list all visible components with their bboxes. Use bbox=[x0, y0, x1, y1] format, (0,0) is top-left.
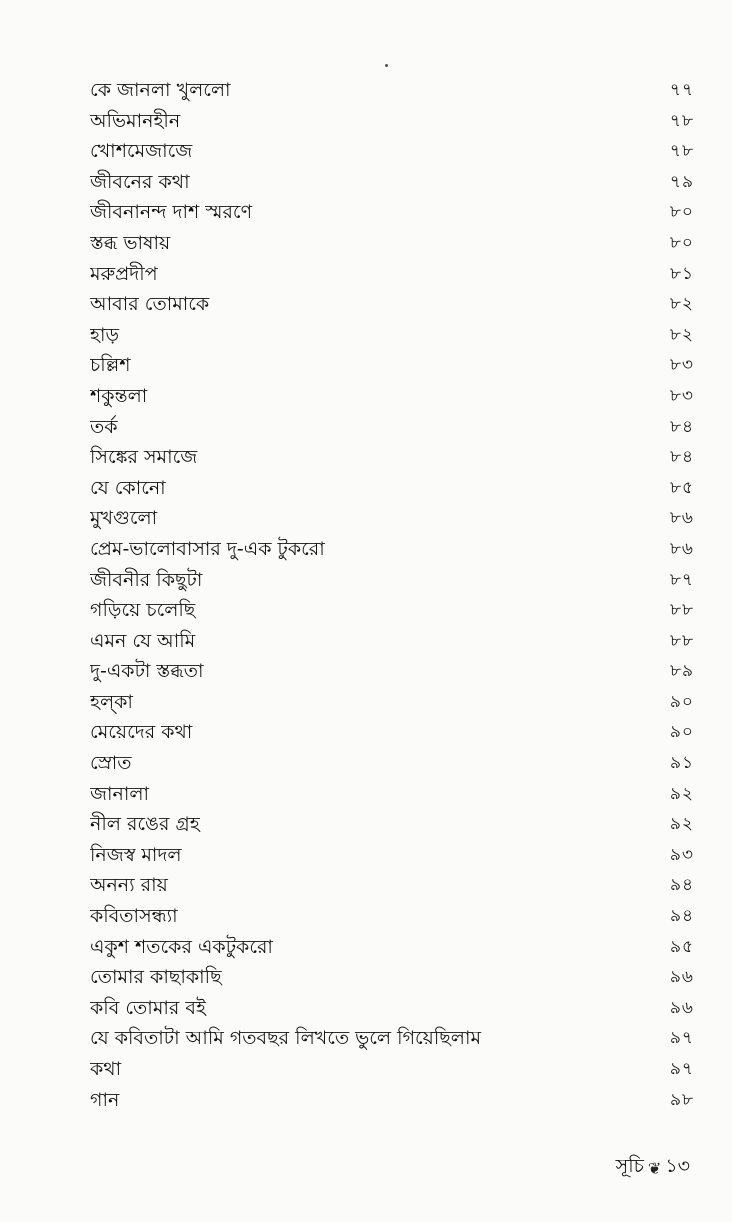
toc-entry-title: অনন্য রায় bbox=[90, 874, 168, 897]
toc-entry-title: হাড় bbox=[90, 323, 120, 346]
toc-entry-title: মেয়েদের কথা bbox=[90, 721, 193, 744]
toc-entry bbox=[90, 993, 694, 1024]
toc-entry-title: নিজস্ব মাদল bbox=[90, 843, 182, 866]
toc-entry bbox=[90, 136, 694, 167]
toc-entry-title: একুশ শতকের একটুকরো bbox=[90, 935, 273, 958]
toc-entry bbox=[90, 1085, 694, 1116]
toc-entry bbox=[90, 320, 694, 351]
toc-entry-page: ৮৩ bbox=[669, 355, 694, 376]
toc-entry-title: শকুন্তলা bbox=[90, 384, 148, 407]
toc-entry bbox=[90, 1054, 694, 1085]
toc-entry-page: ৯৬ bbox=[669, 967, 694, 988]
toc-entry bbox=[90, 350, 694, 381]
toc-entry-title: জানালা bbox=[90, 782, 150, 805]
toc-entry-page: ৮৮ bbox=[669, 600, 694, 621]
toc-entry-page: ৮৩ bbox=[669, 385, 694, 406]
toc-entry-title: তর্ক bbox=[90, 415, 118, 438]
footer-label: সূচি bbox=[615, 1155, 644, 1177]
toc-entry-title: জীবনীর কিছুটা bbox=[90, 568, 203, 591]
toc-entry-title: হল্‌কা bbox=[90, 690, 133, 713]
toc-entry bbox=[90, 228, 694, 259]
toc-entry-title: গান bbox=[90, 1088, 120, 1111]
toc-entry-title: প্রেম-ভালোবাসার দু-এক টুকরো bbox=[90, 537, 325, 560]
toc-entry-page: ৮৫ bbox=[669, 477, 694, 498]
toc-entry bbox=[90, 687, 694, 718]
toc-entry-page: ৯৮ bbox=[669, 1089, 694, 1110]
toc-entry bbox=[90, 1023, 694, 1054]
toc-entry-title: এমন যে আমি bbox=[90, 629, 196, 652]
toc-entry-page: ৯৫ bbox=[669, 936, 694, 957]
toc-entry bbox=[90, 473, 694, 504]
toc-entry bbox=[90, 901, 694, 932]
leaf-ornament-icon: ❦ bbox=[647, 1158, 662, 1178]
toc-entry-title: স্রোত bbox=[90, 752, 132, 775]
toc-entry bbox=[90, 962, 694, 993]
toc-entry-title: কথা bbox=[90, 1058, 122, 1080]
toc-entry-page: ৭৮ bbox=[669, 110, 694, 131]
toc-entry bbox=[90, 75, 694, 106]
toc-entry-page: ৮৭ bbox=[669, 569, 694, 590]
toc-entry-title: মরুপ্রদীপ bbox=[90, 262, 158, 285]
toc-entry-page: ৮৬ bbox=[669, 538, 694, 559]
stray-dot bbox=[385, 64, 388, 67]
toc-entry-page: ৯৩ bbox=[669, 844, 694, 865]
toc-entry-title: সিঙ্কের সমাজে bbox=[90, 446, 198, 469]
toc-entry-title: স্তব্ধ ভাষায় bbox=[90, 231, 171, 254]
toc-entry-page: ৮৯ bbox=[669, 661, 694, 682]
toc-entry-title: কবিতাসন্ধ্যা bbox=[90, 905, 178, 928]
toc-entry bbox=[90, 932, 694, 963]
toc-entry bbox=[90, 656, 694, 687]
toc-entry-page: ৭৯ bbox=[669, 171, 694, 192]
toc-entry bbox=[90, 809, 694, 840]
toc-entry-page: ৯৬ bbox=[669, 997, 694, 1018]
toc-entry-page: ৯০ bbox=[669, 722, 694, 743]
toc-entry-page: ৮০ bbox=[669, 202, 694, 223]
toc-entry-page: ৭৮ bbox=[669, 141, 694, 162]
toc-entry-title: জীবনের কথা bbox=[90, 170, 190, 193]
toc-entry-page: ৮২ bbox=[669, 294, 694, 315]
toc-entry bbox=[90, 534, 694, 565]
table-of-contents bbox=[90, 75, 694, 1115]
toc-entry-title: জীবনানন্দ দাশ স্মরণে bbox=[90, 201, 253, 224]
toc-entry-page: ৯২ bbox=[669, 814, 694, 835]
toc-entry-page: ৯২ bbox=[669, 783, 694, 804]
toc-entry-page: ৮৬ bbox=[669, 508, 694, 529]
toc-entry bbox=[90, 259, 694, 290]
toc-entry-title: গড়িয়ে চলেছি bbox=[90, 599, 196, 622]
toc-entry-page: ৮১ bbox=[669, 263, 694, 284]
toc-entry-title: যে কবিতাটা আমি গতবছর লিখতে ভুলে গিয়েছিলাম bbox=[90, 1027, 482, 1050]
toc-entry bbox=[90, 167, 694, 198]
toc-entry bbox=[90, 779, 694, 810]
toc-entry-title: দু-একটা স্তব্ধতা bbox=[90, 660, 204, 683]
toc-entry bbox=[90, 197, 694, 228]
toc-entry bbox=[90, 840, 694, 871]
toc-entry-page: ৯৭ bbox=[669, 1028, 694, 1049]
toc-entry-title: আবার তোমাকে bbox=[90, 293, 210, 316]
toc-entry-page: ৭৭ bbox=[669, 80, 694, 100]
toc-entry-page: ৯১ bbox=[669, 753, 694, 774]
toc-entry-page: ৯৭ bbox=[669, 1059, 694, 1079]
toc-entry-title: যে কোনো bbox=[90, 476, 166, 499]
toc-entry-title: নীল রঙের গ্রহ bbox=[90, 813, 200, 836]
toc-entry-title: তোমার কাছাকাছি bbox=[90, 966, 222, 989]
toc-entry-title: অভিমানহীন bbox=[90, 109, 181, 132]
toc-entry bbox=[90, 412, 694, 443]
toc-entry bbox=[90, 748, 694, 779]
toc-entry bbox=[90, 565, 694, 596]
toc-entry-title: চল্লিশ bbox=[90, 354, 131, 377]
toc-entry bbox=[90, 503, 694, 534]
footer-page-number: ১৩ bbox=[665, 1155, 690, 1177]
toc-entry bbox=[90, 595, 694, 626]
toc-entry-page: ৯০ bbox=[669, 691, 694, 712]
toc-entry-page: ৯৪ bbox=[669, 875, 694, 896]
toc-entry bbox=[90, 381, 694, 412]
toc-entry-page: ৯৪ bbox=[669, 906, 694, 927]
toc-entry bbox=[90, 106, 694, 137]
toc-entry bbox=[90, 442, 694, 473]
toc-entry-page: ৮২ bbox=[669, 324, 694, 345]
toc-entry bbox=[90, 870, 694, 901]
toc-entry-page: ৮৪ bbox=[669, 447, 694, 468]
page-footer bbox=[616, 1152, 690, 1184]
toc-entry-page: ৮০ bbox=[669, 232, 694, 253]
toc-entry bbox=[90, 626, 694, 657]
toc-entry bbox=[90, 289, 694, 320]
toc-entry-title: কে জানলা খুললো bbox=[90, 79, 231, 101]
toc-entry-page: ৮৮ bbox=[669, 630, 694, 651]
toc-entry-title: মুখগুলো bbox=[90, 507, 158, 530]
toc-entry-page: ৮৪ bbox=[669, 416, 694, 437]
toc-entry bbox=[90, 717, 694, 748]
toc-entry-title: কবি তোমার বই bbox=[90, 996, 206, 1019]
toc-entry-title: খোশমেজাজে bbox=[90, 140, 193, 163]
